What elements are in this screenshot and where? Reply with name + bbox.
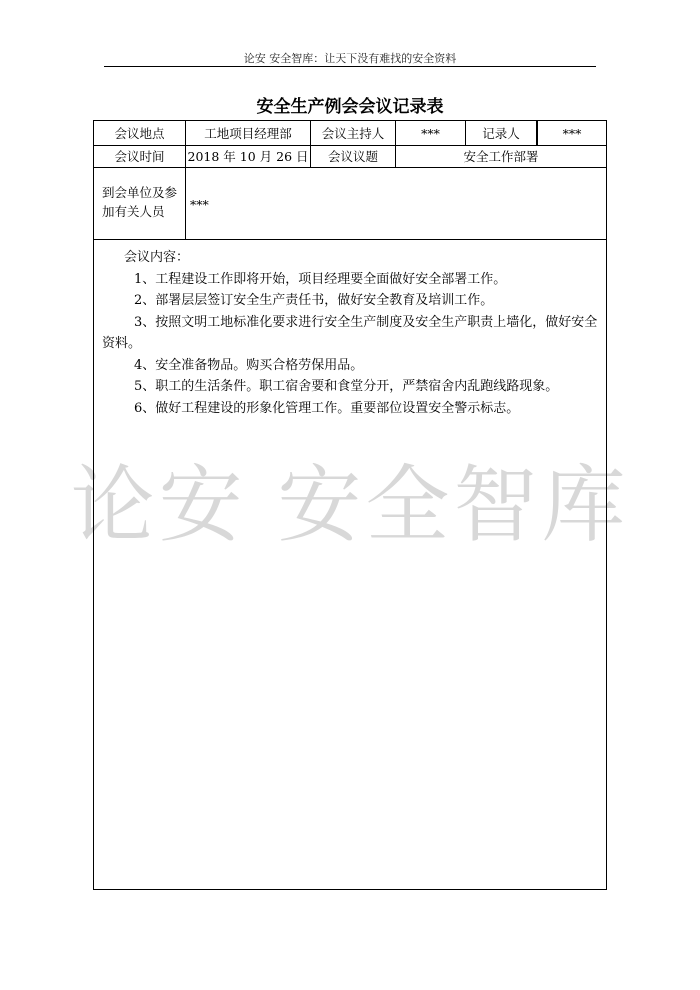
content-item: 3、按照文明工地标准化要求进行安全生产制度及安全生产职责上墙化，做好安全资料。 xyxy=(102,314,598,351)
content-item: 4、安全准备物品。购买合格劳保用品。 xyxy=(134,357,364,373)
content-item: 6、做好工程建设的形象化管理工作。重要部位设置安全警示标志。 xyxy=(134,400,520,416)
time-label: 会议时间 xyxy=(94,145,186,167)
location-value: 工地项目经理部 xyxy=(186,121,311,145)
content-label: 会议内容： xyxy=(124,250,190,265)
watermark: 论安 安全智库 xyxy=(70,456,630,554)
attendees-value: *** xyxy=(190,197,209,212)
form-row-location xyxy=(94,121,606,146)
location-label: 会议地点 xyxy=(94,121,186,145)
topic-label: 会议议题 xyxy=(311,145,396,167)
header-divider xyxy=(104,66,596,67)
recorder-label: 记录人 xyxy=(466,121,538,145)
meeting-content-section xyxy=(94,239,606,889)
host-label: 会议主持人 xyxy=(311,121,396,145)
page-header-text: 论安 安全智库：让天下没有难找的安全资料 xyxy=(243,52,457,65)
meeting-record-form xyxy=(93,120,607,890)
attendees-label: 到会单位及参加有关人员 xyxy=(94,167,186,239)
content-item: 2、部署层层签订安全生产责任书，做好安全教育及培训工作。 xyxy=(134,293,494,308)
topic-value: 安全工作部署 xyxy=(463,149,539,164)
recorder-value: *** xyxy=(562,125,582,141)
form-row-attendees xyxy=(94,167,606,240)
content-item: 5、职工的生活条件。职工宿舍要和食堂分开，严禁宿舍内乱跑线路现象。 xyxy=(134,379,559,394)
form-row-time xyxy=(94,145,606,168)
time-value: 2018 年 10 月 26 日 xyxy=(186,145,311,167)
document-title: 安全生产例会会议记录表 xyxy=(256,97,444,117)
host-value: *** xyxy=(396,121,466,145)
content-item: 1、工程建设工作即将开始，项目经理要全面做好安全部署工作。 xyxy=(134,271,507,287)
